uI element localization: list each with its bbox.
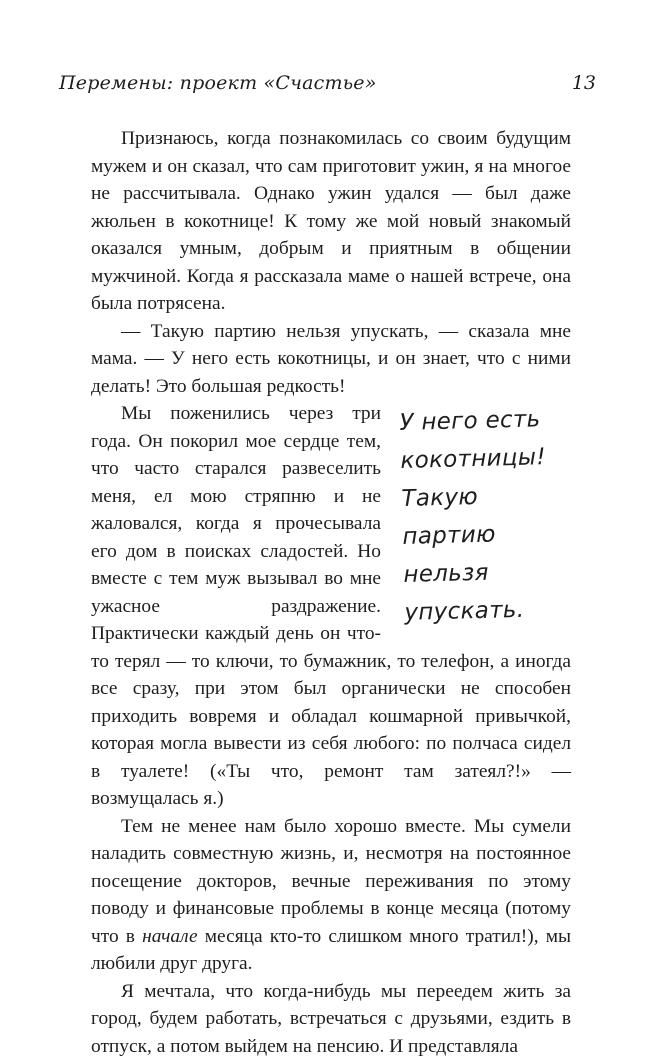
- handwritten-quote: У него есть кокотницы! Такую партию нельзя упускать.: [399, 399, 577, 631]
- paragraph-1: Признаюсь, когда познакомилась со своим будущим мужем и он сказал, что сам приготовит ужин, я на многое не рассчитывала. Однако ужин удался — был даже жюльен в кокотнице! К тому же мой новый знакомый оказался умным, добрым и приятным в общении мужчиной. Когда я рассказала маме о нашей встрече, она была потрясена.: [91, 125, 571, 318]
- paragraph-2: — Такую партию нельзя упускать, — сказала мне мама. — У него есть кокотницы, и он знает, что с ними делать! Это большая редкость!: [91, 318, 571, 401]
- paragraph-4-text-before: Тем не менее нам было хорошо вместе. Мы сумели наладить совместную жизнь, и, несмотря на постоянное посещение докторов, вечные переживания по этому поводу и финансовые проблемы в конце месяца (потому что в: [91, 816, 571, 947]
- paragraph-3: Мы поженились через три года. Он покорил мое сердце тем, что часто старался развеселить меня, ел мою стряпню и не жаловался, когда я прочесывала его дом в поисках сладостей. Но вместе с тем муж вызывал во мне ужасное раздражение. Практически каждый день он что-то терял — то ключи, то бумажник, то телефон, а иногда все сразу, при этом был органически не способен приходить вовремя и обладал кошмарной привычкой, которая могла вывести из себя любого: по полчаса сидел в туалете! («Ты что, ремонт там затеял?!» — возмущалась я.): [91, 400, 571, 813]
- running-title: Перемены: проект «Счастье»: [59, 72, 377, 94]
- paragraph-5: Я мечтала, что когда-нибудь мы переедем жить за город, будем работать, встречаться с друзьями, ездить в отпуск, а потом выйдем на пенсию. И представляла: [91, 978, 571, 1060]
- paragraph-4: [91, 813, 571, 978]
- paragraph-4-text-after: месяца кто-то слишком много тратил!), мы любили друг друга.: [91, 926, 571, 975]
- body-text: [91, 125, 571, 1060]
- page-number: 13: [572, 72, 596, 94]
- paragraph-4-emphasis: начале: [142, 926, 198, 947]
